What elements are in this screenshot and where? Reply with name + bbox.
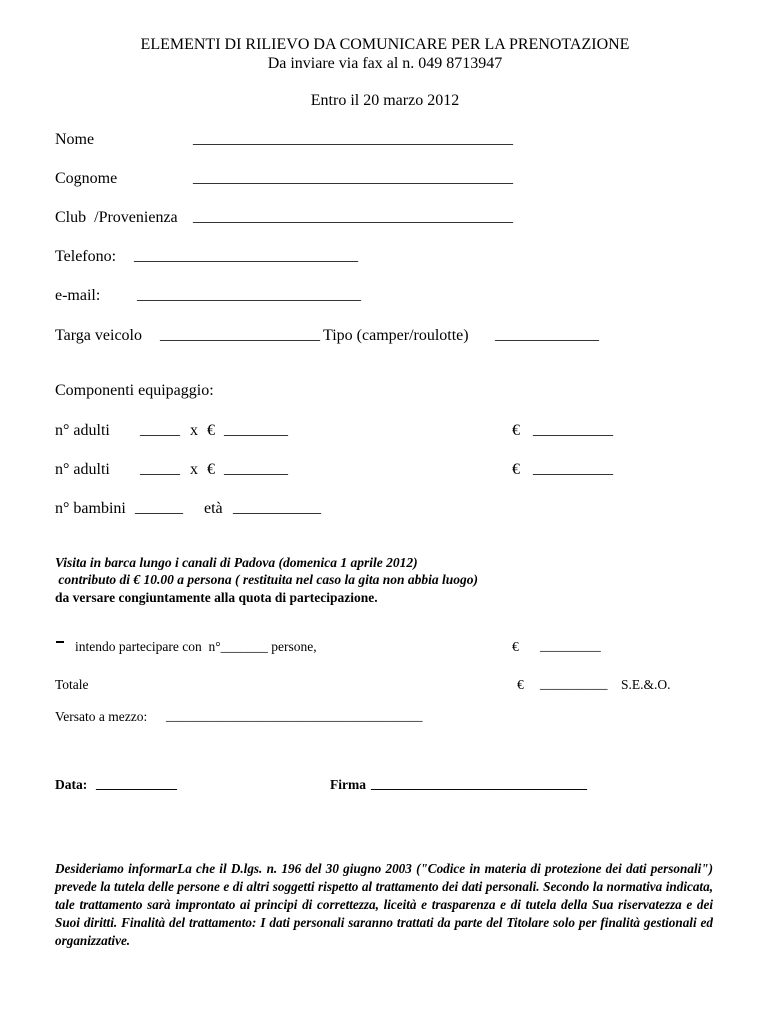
adulti-qty-field-2[interactable]: _____ bbox=[140, 460, 180, 477]
adulti-price-field-2[interactable]: ________ bbox=[224, 460, 288, 477]
nome-field[interactable]: ________________________________________ bbox=[193, 130, 513, 147]
euro-sign-1: € bbox=[207, 422, 215, 439]
totale-label: Totale bbox=[55, 677, 89, 692]
nome-label: Nome bbox=[55, 131, 95, 148]
privacy-notice: Desideriamo informarLa che il D.lgs. n. 196 del 30 giugno 2003 ("Codice in materia di protezione dei dati personali") prevede la tutela delle persone e di altri soggetti rispetto al trattamento dei dati personali. Secondo la normativa indicata, tale trattamento sarà improntato ai principi di correttezza, liceità e trasparenza e di tutela della Sua riservatezza e dei Suoi diritti. Finalità del trattamento: I dati personali saranno trattati da parte del Titolare solo per finalità gestionali ed organizzative. bbox=[55, 861, 713, 948]
adulti-price-field-1[interactable]: ________ bbox=[224, 421, 288, 438]
tipo-label: Tipo (camper/roulotte) bbox=[323, 327, 469, 344]
data-label: Data: bbox=[55, 777, 88, 792]
partecipazione-euro: € bbox=[512, 639, 519, 654]
gita-line-1: Visita in barca lungo i canali di Padova (domenica 1 aprile 2012) bbox=[55, 555, 418, 570]
cognome-label: Cognome bbox=[55, 170, 118, 187]
telefono-label: Telefono: bbox=[55, 248, 117, 265]
adulti-label-2: n° adulti bbox=[55, 461, 110, 478]
firma-field[interactable]: ________________________________ bbox=[371, 776, 587, 791]
eta-field[interactable]: ___________ bbox=[233, 499, 321, 516]
email-field[interactable]: ____________________________ bbox=[137, 286, 361, 303]
versato-field[interactable]: ______________________________________ bbox=[166, 708, 423, 723]
totale-euro: € bbox=[517, 677, 524, 692]
total-euro-sign-1: € bbox=[512, 422, 520, 439]
club-field[interactable]: ________________________________________ bbox=[193, 208, 513, 225]
club-label: Club /Provenienza bbox=[55, 209, 178, 226]
bambini-label: n° bambini bbox=[55, 500, 126, 517]
fax-instruction: Da inviare via fax al n. 049 8713947 bbox=[267, 55, 503, 72]
bambini-qty-field[interactable]: ______ bbox=[135, 499, 183, 516]
email-label: e-mail: bbox=[55, 287, 101, 304]
times-sign-1: x bbox=[190, 422, 198, 439]
gita-line-2: contributo di € 10.00 a persona ( restituita nel caso la gita non abbia luogo) bbox=[55, 572, 479, 587]
cognome-field[interactable]: ________________________________________ bbox=[193, 169, 513, 186]
versato-label: Versato a mezzo: bbox=[55, 709, 148, 724]
totale-amount-field[interactable]: __________ bbox=[540, 676, 608, 691]
bullet-dash bbox=[56, 641, 64, 643]
targa-field[interactable]: ____________________ bbox=[160, 326, 320, 343]
euro-sign-2: € bbox=[207, 461, 215, 478]
times-sign-2: x bbox=[190, 461, 198, 478]
seo-note: S.E.&.O. bbox=[621, 677, 671, 692]
eta-label: età bbox=[204, 500, 223, 517]
partecipazione-amount-field[interactable]: _________ bbox=[540, 638, 601, 653]
adulti-qty-field-1[interactable]: _____ bbox=[140, 421, 180, 438]
form-title: ELEMENTI DI RILIEVO DA COMUNICARE PER LA PRENOTAZIONE bbox=[140, 36, 630, 53]
adulti-total-field-2[interactable]: __________ bbox=[533, 460, 613, 477]
targa-label: Targa veicolo bbox=[55, 327, 142, 344]
total-euro-sign-2: € bbox=[512, 461, 520, 478]
firma-label: Firma bbox=[330, 777, 366, 792]
deadline: Entro il 20 marzo 2012 bbox=[310, 92, 460, 109]
equipaggio-heading: Componenti equipaggio: bbox=[55, 382, 214, 399]
adulti-label-1: n° adulti bbox=[55, 422, 110, 439]
telefono-field[interactable]: ____________________________ bbox=[134, 247, 358, 264]
data-field[interactable]: ____________ bbox=[96, 776, 177, 791]
adulti-total-field-1[interactable]: __________ bbox=[533, 421, 613, 438]
gita-line-3: da versare congiuntamente alla quota di partecipazione. bbox=[55, 590, 378, 605]
partecipazione-text[interactable]: intendo partecipare con n°_______ persone, bbox=[75, 639, 317, 654]
tipo-field[interactable]: _____________ bbox=[495, 326, 599, 343]
